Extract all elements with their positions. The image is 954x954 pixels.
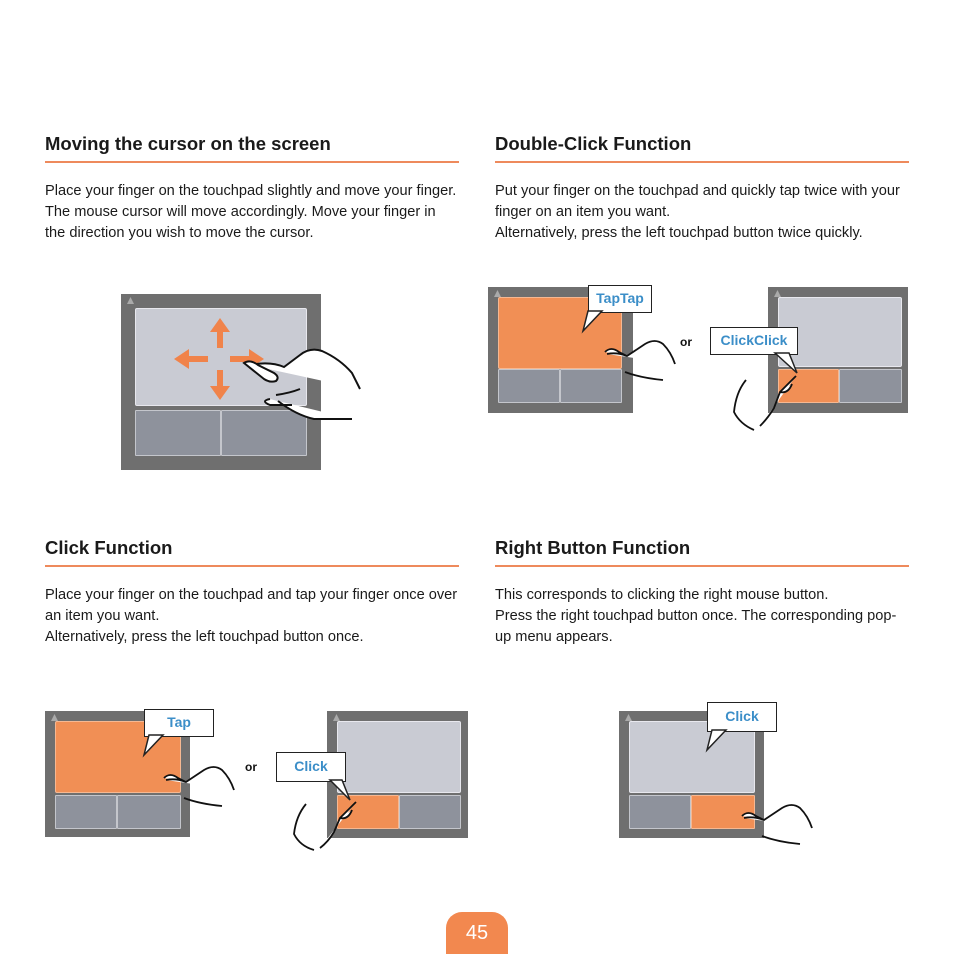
speech-bubble-taptap: TapTap — [588, 285, 652, 313]
bubble-tail-icon — [706, 730, 730, 752]
brand-logo-icon — [333, 714, 340, 721]
moving-cursor-text: Place your finger on the touchpad slightly and move your finger. The mouse cursor will move accordingly. Move your finger in the direction you wish to move the cursor. — [45, 183, 457, 241]
heading-moving-cursor: Moving the cursor on the screen — [45, 133, 459, 163]
right-button-text-1: This corresponds to clicking the right mouse button. — [495, 587, 829, 603]
heading-double-click: Double-Click Function — [495, 133, 909, 163]
brand-logo-icon — [625, 714, 632, 721]
double-click-text-1: Put your finger on the touchpad and quickly tap twice with your finger on an item you want. — [495, 183, 900, 220]
hand-icon — [240, 345, 365, 425]
speech-bubble-clickclick: ClickClick — [710, 327, 798, 355]
brand-logo-icon — [774, 290, 781, 297]
touchpad-left-button — [135, 410, 221, 456]
heading-click: Click Function — [45, 537, 459, 567]
section-click — [45, 537, 459, 648]
or-label: or — [245, 760, 257, 774]
section-double-click — [495, 133, 909, 244]
or-label: or — [680, 335, 692, 349]
right-button-text-2: Press the right touchpad button once. The corresponding pop-up menu appears. — [495, 608, 897, 645]
brand-logo-icon — [51, 714, 58, 721]
touchpad-left-button — [55, 795, 117, 829]
speech-bubble-click: Click — [276, 752, 346, 782]
bubble-tail-icon — [582, 311, 606, 333]
touchpad-right-button — [839, 369, 902, 403]
speech-bubble-click-right: Click — [707, 702, 777, 732]
double-click-text-2: Alternatively, press the left touchpad button twice quickly. — [495, 225, 863, 241]
heading-right-button: Right Button Function — [495, 537, 909, 567]
brand-logo-icon — [127, 297, 134, 304]
hand-icon — [740, 798, 815, 846]
hand-icon — [730, 372, 800, 434]
hand-icon — [603, 334, 678, 382]
touchpad-left-button — [629, 795, 691, 829]
touchpad-right-button — [399, 795, 461, 829]
hand-icon — [290, 798, 360, 854]
speech-bubble-tap: Tap — [144, 709, 214, 737]
brand-logo-icon — [494, 290, 501, 297]
click-text-2: Alternatively, press the left touchpad button once. — [45, 629, 364, 645]
section-right-button — [495, 537, 909, 648]
hand-icon — [162, 760, 237, 808]
touchpad-left-button — [498, 369, 560, 403]
click-text-1: Place your finger on the touchpad and tap your finger once over an item you want. — [45, 587, 458, 624]
touchpad-surface — [337, 721, 461, 793]
section-moving-cursor — [45, 133, 459, 244]
bubble-tail-icon — [143, 735, 167, 757]
page-number: 45 — [446, 912, 508, 954]
